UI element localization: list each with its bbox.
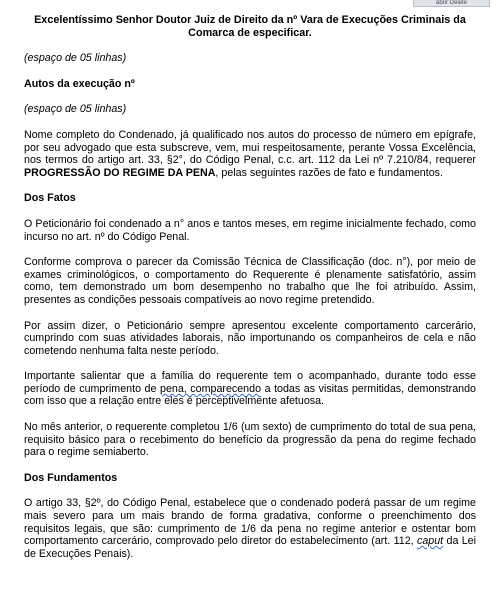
section-heading-fatos: Dos Fatos bbox=[24, 192, 76, 205]
fatos-paragraph-4 bbox=[24, 370, 476, 408]
fatos-4-text-end: a todas as visitas permitidas, demonstrando com isso que a relação entre eles é perceptivelmente afetuosa. bbox=[24, 382, 476, 408]
fatos-paragraph-5: No mês anterior, o requerente completou 1/6 (um sexto) de cumprimento do total de sua pena, requisito básico para o recebimento do benefício da progressão da pena do regime fechado para o regime semiaberto. bbox=[24, 421, 476, 459]
autos-label: Autos da execução nº bbox=[24, 77, 135, 90]
fund-1-text: O artigo 33, §2º, do Código Penal, estabelece que o condenado poderá passar de um regime mais severo para um mais brando de forma gradativa, conforme o preenchimento dos requisitos legais, que são: cumprimento de 1/6 da pena no regime anterior e ostentar bom comportamento carcerário, comprovado pelo diretor do estabelecimento (art. 112, bbox=[24, 497, 476, 548]
spacing-note: (espaço de 05 linhas) bbox=[24, 103, 127, 116]
document-body[interactable] bbox=[24, 14, 476, 573]
intro-text-end: , pelas seguintes razões de fato e fundamentos. bbox=[215, 166, 443, 179]
toolbar-tag[interactable]: abrir Delete bbox=[413, 0, 490, 7]
fatos-paragraph-1: O Peticionário foi condenado a n° anos e tantos meses, em regime inicialmente fechado, como incurso no art. nº do Código Penal. bbox=[24, 217, 476, 243]
intro-request-bold: PROGRESSÃO DO REGIME DA PENA bbox=[24, 166, 216, 179]
spacing-note: (espaço de 05 linhas) bbox=[24, 52, 127, 65]
intro-paragraph bbox=[24, 129, 476, 179]
fundamentos-paragraph-1 bbox=[24, 497, 476, 560]
intro-text: Nome completo do Condenado, já qualificado nos autos do processo de número em epígrafe, por seu advogado que esta subscreve, vem, mui respeitosamente, perante Vossa Excelência, nos termos do artigo art. 33, §2°, do Código Penal, c.c. art. 112 da Lei nº 7.210/84, requerer bbox=[24, 128, 476, 167]
fund-1-text-end: da Lei de Execuções Penais). bbox=[24, 535, 477, 560]
fatos-paragraph-2: Conforme comprova o parecer da Comissão Técnica de Classificação (doc. n°), por meio de exames criminológicos, o comportamento do Requerente é plenamente satisfatório, assim como, tem demonstrado um bom desempenho no trabalho que lhe foi atribuído. Assim, presentes as condições pessoais compatíveis ao novo regime pretendido. bbox=[24, 256, 476, 306]
fatos-4-text: Importante salientar que a família do requerente tem o acompanhado, durante todo esse período de cumprimento de bbox=[24, 370, 476, 395]
section-heading-fundamentos: Dos Fundamentos bbox=[24, 471, 118, 484]
fatos-paragraph-3: Por assim dizer, o Peticionário sempre apresentou excelente comportamento carcerário, cumprindo com suas atividades laborais, não importunando os companheiros de cela e não cometendo nenhuma falta neste período. bbox=[24, 319, 476, 357]
spellcheck-flagged-text[interactable]: pena, comparecendo bbox=[160, 382, 262, 395]
caput-italic[interactable]: caput bbox=[416, 535, 444, 548]
petition-heading: Excelentíssimo Senhor Doutor Juiz de Direito da nº Vara de Execuções Criminais da Comarca de especificar. bbox=[34, 14, 466, 39]
